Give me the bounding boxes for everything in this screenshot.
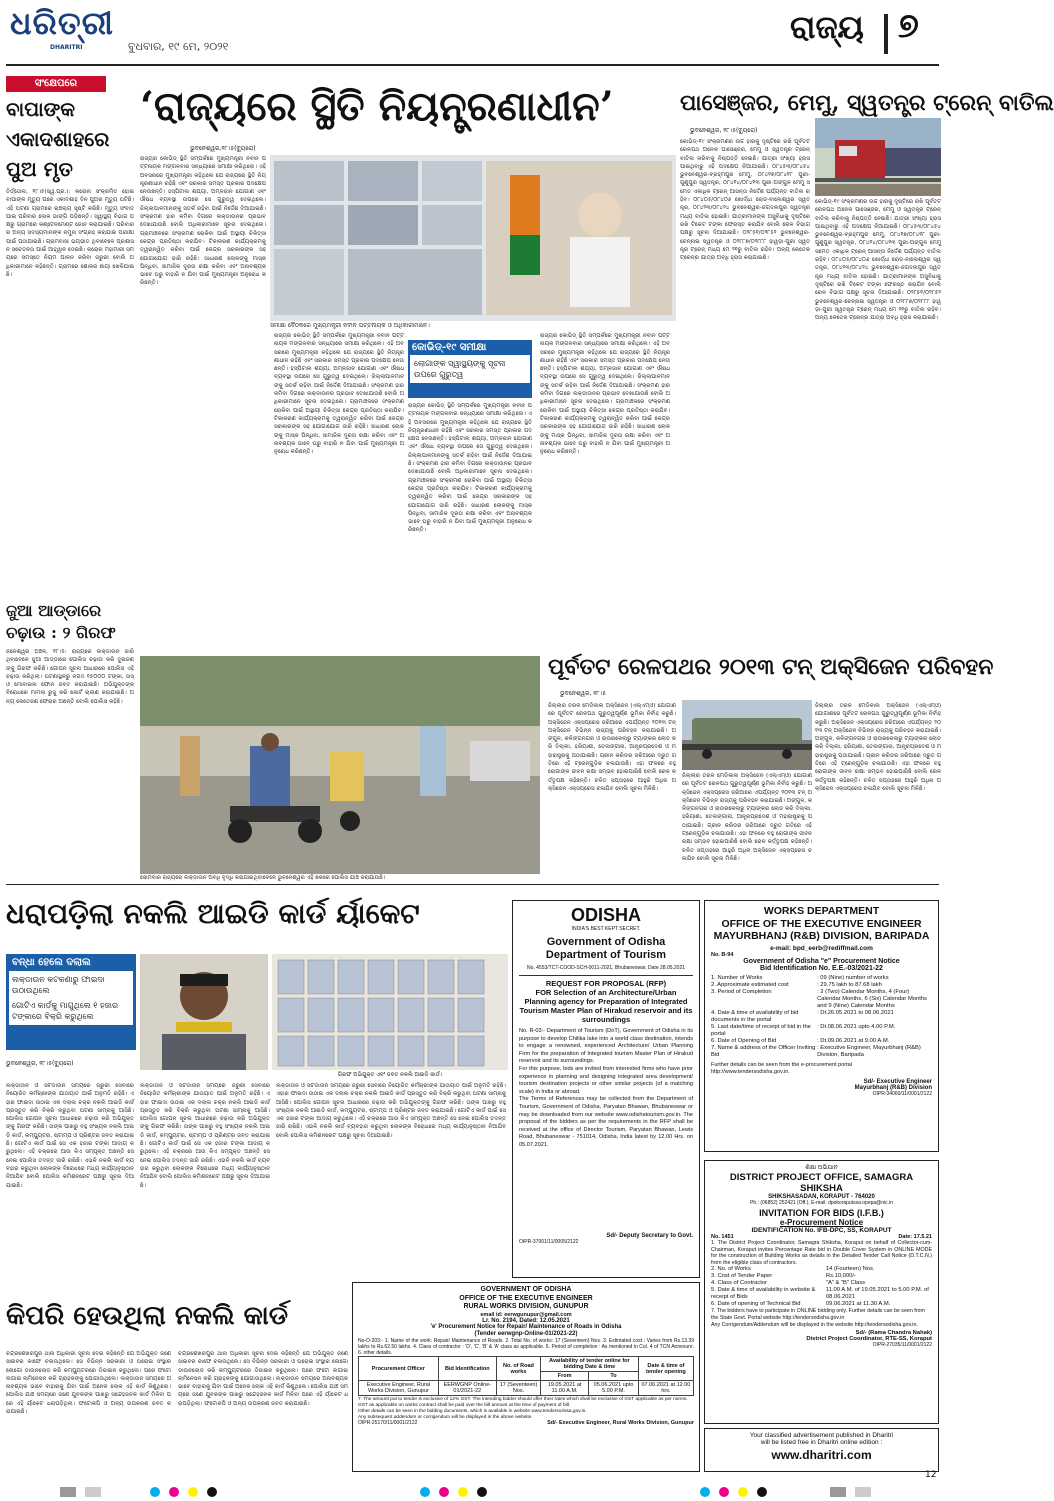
rural-foot	[358, 1420, 694, 1426]
lockdown-caption: ସୋମବାର ରାଜ୍ୟରେ ଲକ୍‌ଡାଉନ ଅବଧି ବୃଦ୍ଧି କରାଯାଇଥିବାବେଳେ ଭୁବନେଶ୍ୱର ଏହି ଛକରେ ପୋଲିସ ଯାଞ୍ଚ କରାଯାଉଛି।	[140, 875, 386, 881]
list-item	[711, 1024, 932, 1038]
row-label: 6. Date of opening of Technical Bid	[711, 1301, 801, 1308]
racket-point: ଲକ୍‌ଡାଉନ କଟକଣାରୁ ଫାଇଦା ଉଠାଉଥିଲେ	[12, 975, 105, 995]
racket-accused-photo	[140, 954, 268, 1070]
racket-photo-caption: ଗିରଫ ଅଭିଯୁକ୍ତ ଏବଂ ଜବତ ନକଲି ଆଇଡି କାର୍ଡ।	[337, 1072, 443, 1078]
racket-body-col2: ଲକ୍‌ଡାଉନ ଓ ସଟଡାଉନ ସମୟରେ ଜରୁରୀ ସେବାରେ ନିୟୋଜିତ କର୍ମଚାରୀଙ୍କ ଯାତାୟାତ ପାଇଁ ଅନୁମତି ରହିଛି। ଏହାର ଫାଇଦା ଉଠାଇ ଏକ ଦଲାଲ ଚକ୍ର ନକଲି ଆଇଡି କାର୍ଡ ପ୍ରସ୍ତୁତ କରି ବିକ୍ରି କରୁଥିବା ଘଟଣା ସାମ୍ନାକୁ ଆସିଛି। ପୋଲିସ ଗୋପନ ସୂଚନା ଆଧାରରେ ଚଢ଼ାଉ କରି ଅଭିଯୁକ୍ତଙ୍କୁ ଗିରଫ କରିଛି। ତାଙ୍କ ପାଖରୁ ବହୁ ସଂଖ୍ୟକ ନକଲି ଆଇଡି କାର୍ଡ, କମ୍ପ୍ୟୁଟର, ଷ୍ଟାମ୍ପ ଓ ପ୍ରିଣ୍ଟର ଜବତ କରାଯାଇଛି। ଗୋଟିଏ କାର୍ଡ ପାଇଁ ସେ ଏକ ହଜାର ଟଙ୍କା ଆଦାୟ କରୁଥିଲେ। ଏହି ଚକ୍ରରେ ଆଉ କିଏ ସମ୍ପୃକ୍ତ ଅଛନ୍ତି ସେ ନେଇ ପୋଲିସ ତଦନ୍ତ ଜାରି ରଖିଛି। ଏଭଳି ନକଲି କାର୍ଡ ବ୍ୟବହାର କରୁଥିବା ଲୋକଙ୍କ ବିରୋଧରେ ମଧ୍ୟ କାର୍ଯ୍ୟାନୁଷ୍ଠାନ ନିଆଯିବ ବୋଲି ପୋଲିସ କମିଶନରେଟ ପକ୍ଷରୁ ସୂଚନା ଦିଆଯାଇଛି।	[140, 1083, 270, 1189]
racket-body-col1: ଲକ୍‌ଡାଉନ ଓ ସଟଡାଉନ ସମୟରେ ଜରୁରୀ ସେବାରେ ନିୟୋଜିତ କର୍ମଚାରୀଙ୍କ ଯାତାୟାତ ପାଇଁ ଅନୁମତି ରହିଛି। ଏହାର ଫାଇଦା ଉଠାଇ ଏକ ଦଲାଲ ଚକ୍ର ନକଲି ଆଇଡି କାର୍ଡ ପ୍ରସ୍ତୁତ କରି ବିକ୍ରି କରୁଥିବା ଘଟଣା ସାମ୍ନାକୁ ଆସିଛି। ପୋଲିସ ଗୋପନ ସୂଚନା ଆଧାରରେ ଚଢ଼ାଉ କରି ଅଭିଯୁକ୍ତଙ୍କୁ ଗିରଫ କରିଛି। ତାଙ୍କ ପାଖରୁ ବହୁ ସଂଖ୍ୟକ ନକଲି ଆଇଡି କାର୍ଡ, କମ୍ପ୍ୟୁଟର, ଷ୍ଟାମ୍ପ ଓ ପ୍ରିଣ୍ଟର ଜବତ କରାଯାଇଛି। ଗୋଟିଏ କାର୍ଡ ପାଇଁ ସେ ଏକ ହଜାର ଟଙ୍କା ଆଦାୟ କରୁଥିଲେ। ଏହି ଚକ୍ରରେ ଆଉ କିଏ ସମ୍ପୃକ୍ତ ଅଛନ୍ତି ସେ ନେଇ ପୋଲିସ ତଦନ୍ତ ଜାରି ରଖିଛି। ଏଭଳି ନକଲି କାର୍ଡ ବ୍ୟବହାର କରୁଥିବା ଲୋକଙ୍କ ବିରୋଧରେ ମଧ୍ୟ କାର୍ଯ୍ୟାନୁଷ୍ଠାନ ନିଆଯିବ ବୋଲି ପୋଲିସ କମିଶନରେଟ ପକ୍ଷରୁ ସୂଚନା ଦିଆଯାଇଛି।	[6, 1083, 134, 1189]
shiksha-rows	[711, 1266, 932, 1308]
list-item	[711, 1301, 932, 1308]
row-label: 3. Period of Completion	[711, 988, 772, 995]
row-value: : 29.75 lakh to 87.68 lakh	[817, 981, 882, 988]
magenta-dot	[439, 1487, 449, 1497]
yellow-dot	[188, 1487, 198, 1497]
video-conference-photo	[270, 155, 676, 321]
shiksha-eproc: e-Procurement Notice	[779, 1218, 864, 1227]
row-value: : Dt.09.06.2021 at 9.00 A.M.	[817, 1037, 890, 1044]
fake-card-body-col2: ଚନ୍ଦ୍ରଶେଖରପୁର ଥାନା ଅଧିକାରୀ ସୂଚନା ଦେଇ କହିଛନ୍ତି ଯେ ଅଭିଯୁକ୍ତ ଜଣେ ସାଇବର କାଫେ ଚଳାଉଥିଲେ। ସେ ବିଭିନ୍ନ ସରକାରୀ ଓ ଘରୋଇ ସଂସ୍ଥାର ଲୋଗୋ ଡାଉନଲୋଡ କରି କମ୍ପ୍ୟୁଟରରେ ଡିଜାଇନ କରୁଥିଲେ। ପରେ ଫଟୋ ଲଗାଇ ଲାମିନେସନ କରି ଗ୍ରାହକଙ୍କୁ ଯୋଗାଉଥିଲେ। ଲକ୍‌ଡାଉନ ସମୟରେ ଅନାବଶ୍ୟକ ଭାବେ ବାହାରକୁ ଯିବା ପାଇଁ ଅନେକ ଲୋକ ଏହି କାର୍ଡ କିଣୁଥିଲେ। ପୋଲିସ ଯାଞ୍ଚ ସମୟରେ ଜଣେ ଯୁବକଙ୍କ ପାଖରୁ ସନ୍ଦେହଜନକ କାର୍ଡ ମିଳିବା ପରେ ଏହି ର୍ୟାକେଟ ଧରାପଡ଼ିଥିଲା। ଫଟୋକପି ଓ ଅନ୍ୟ ଉପକରଣ ଜବତ କରାଯାଇଛି।	[178, 1351, 348, 1407]
masthead	[0, 0, 945, 70]
rural-table-head	[359, 1357, 694, 1372]
works-rows	[711, 975, 932, 1059]
train-photo	[815, 118, 941, 196]
footer-swatches-left	[60, 1482, 105, 1501]
oxygen-body-col3: ଜିଲ୍ଲାର ତରଳ ମେଡିକାଲ ଅକ୍ସିଜେନ (ଏଲ୍‌ଏମ୍‌ଓ) ଯୋଗାଣରେ ପୂର୍ବତଟ ରେଳପଥ ଗୁରୁତ୍ୱପୂର୍ଣ୍ଣ ଭୂମିକା ନିର୍ବାହ କରୁଛି। ଅକ୍ସିଜେନ ଏକ୍ସପ୍ରେସ ଜରିଆରେ ଏପର୍ଯ୍ୟନ୍ତ ୨୦୧୩ ଟନ୍ ଅକ୍ସିଜେନ ବିଭିନ୍ନ ରାଜ୍ୟକୁ ପରିବହନ କରାଯାଇଛି। ଅଙ୍ଗୁଳ, କଳିଙ୍ଗନଗର ଓ ରାଉରକେଲାରୁ ଟ୍ୟାଙ୍କର ଲୋଡ କରି ଦିଲ୍ଲୀ, ହରିୟାଣା, ତେଲଙ୍ଗାନା, ଆନ୍ଧ୍ରପ୍ରଦେଶ ଓ ମହାରାଷ୍ଟ୍ରକୁ ପଠାଯାଇଛି। ଗ୍ରୀନ କରିଡର ଜରିଆରେ ଦ୍ରୁତ ଗତିରେ ଏହି ଟ୍ରେନ୍‌ଗୁଡ଼ିକ ଚଳାଯାଉଛି। ଏହା ଫଳରେ ବହୁ ରୋଗୀଙ୍କ ଜୀବନ ରକ୍ଷା ସମ୍ଭବ ହୋଇପାରିଛି ବୋଲି ରେଳ କର୍ତ୍ତୃପକ୍ଷ କହିଛନ୍ତି। ଚଳିତ ସପ୍ତାହରେ ଆହୁରି ଅଧିକ ଅକ୍ସିଜେନ ଏକ୍ସପ୍ରେସ ଚଳାଯିବ ବୋଲି ସୂଚନା ମିଳିଛି।	[815, 703, 941, 792]
tourism-sign: Sd/- Deputy Secretary to Govt.	[606, 1233, 693, 1239]
review-tag: କୋଭିଡ୍-୧୯ ସମୀକ୍ଷା	[412, 342, 487, 353]
oxygen-dateline: ଭୁବନେଶ୍ୱର, ୧୮।୫	[560, 690, 607, 697]
works-email: e-mail: bpd_eerb@rediffmail.com	[770, 944, 873, 952]
ad-classified	[704, 1428, 939, 1472]
fake-card-headline: କିପରି ହେଉଥିଲା ନକଲି କାର୍ଡ	[6, 1301, 289, 1331]
works-no: No. B-94	[711, 951, 734, 958]
rural-td: 17 (Seventeen) Nos.	[496, 1381, 540, 1396]
works-sign: Sd/- Executive Engineer Mayurbhanj (R&B) Division	[854, 1078, 932, 1091]
masthead-logo: ଧରିତ୍ରୀ	[10, 4, 114, 42]
row-value: 11.00 A.M. of 19.05.2021 to 5.00 P.M. of 08.06.2021	[825, 1287, 929, 1301]
oxygen-body-col1: ଜିଲ୍ଲାର ତରଳ ମେଡିକାଲ ଅକ୍ସିଜେନ (ଏଲ୍‌ଏମ୍‌ଓ) ଯୋଗାଣରେ ପୂର୍ବତଟ ରେଳପଥ ଗୁରୁତ୍ୱପୂର୍ଣ୍ଣ ଭୂମିକା ନିର୍ବାହ କରୁଛି। ଅକ୍ସିଜେନ ଏକ୍ସପ୍ରେସ ଜରିଆରେ ଏପର୍ଯ୍ୟନ୍ତ ୨୦୧୩ ଟନ୍ ଅକ୍ସିଜେନ ବିଭିନ୍ନ ରାଜ୍ୟକୁ ପରିବହନ କରାଯାଇଛି। ଅଙ୍ଗୁଳ, କଳିଙ୍ଗନଗର ଓ ରାଉରକେଲାରୁ ଟ୍ୟାଙ୍କର ଲୋଡ କରି ଦିଲ୍ଲୀ, ହରିୟାଣା, ତେଲଙ୍ଗାନା, ଆନ୍ଧ୍ରପ୍ରଦେଶ ଓ ମହାରାଷ୍ଟ୍ରକୁ ପଠାଯାଇଛି। ଗ୍ରୀନ କରିଡର ଜରିଆରେ ଦ୍ରୁତ ଗତିରେ ଏହି ଟ୍ରେନ୍‌ଗୁଡ଼ିକ ଚଳାଯାଉଛି। ଏହା ଫଳରେ ବହୁ ରୋଗୀଙ୍କ ଜୀବନ ରକ୍ଷା ସମ୍ଭବ ହୋଇପାରିଛି ବୋଲି ରେଳ କର୍ତ୍ତୃପକ୍ଷ କହିଛନ୍ତି। ଚଳିତ ସପ୍ତାହରେ ଆହୁରି ଅଧିକ ଅକ୍ସିଜେନ ଏକ୍ସପ୍ରେସ ଚଳାଯିବ ବୋଲି ସୂଚନା ମିଳିଛି।	[548, 703, 676, 792]
main-body-col4: ରାଜ୍ୟର କୋଭିଡ୍ ସ୍ଥିତି ସମ୍ପର୍କରେ ମୁଖ୍ୟମନ୍ତ୍ରୀ ନବୀନ ପଟ୍ଟନାୟକ ମଙ୍ଗଳବାର ସନ୍ଧ୍ୟାରେ ସମୀକ୍ଷା କରିଥିଲେ। ଏହି ଅବସରରେ ମୁଖ୍ୟମନ୍ତ୍ରୀ କହିଥିଲେ ଯେ ରାଜ୍ୟରେ ସ୍ଥିତି ନିୟନ୍ତ୍ରଣାଧୀନ ରହିଛି ଏବଂ ସରକାର ସମସ୍ତ ପ୍ରକାର ପଦକ୍ଷେପ ନେଉଛନ୍ତି। ହସ୍ପିଟାଲ ଶଯ୍ୟା, ଅମ୍ଳଜାନ ଯୋଗାଣ ଏବଂ ଔଷଧ ବ୍ୟବସ୍ଥା ଉପରେ ସେ ଗୁରୁତ୍ୱ ଦେଇଥିଲେ। ଜିଲ୍ଲାପାଳମାନଙ୍କୁ ସତର୍କ ରହିବା ପାଇଁ ନିର୍ଦ୍ଦେଶ ଦିଆଯାଇଛି। ସଂକ୍ରମଣ ହାର କମିବା ଦିଗରେ ଲକ୍‌ଡାଉନର ପ୍ରଭାବ ଦେଖାଯାଉଛି ବୋଲି ଅଧିକାରୀମାନେ ସୂଚନା ଦେଇଥିଲେ। ଗ୍ରାମାଞ୍ଚଳରେ ସଂକ୍ରମଣ ରୋକିବା ପାଇଁ ଅସ୍ଥାୟୀ ଚିକିତ୍ସା କେନ୍ଦ୍ର ପ୍ରତିଷ୍ଠା କରାଯିବ। ଟିକାକରଣ କାର୍ଯ୍ୟକ୍ରମକୁ ତ୍ୱରାନ୍ୱିତ କରିବା ପାଇଁ କେନ୍ଦ୍ର ସରକାରଙ୍କ ସହ ଯୋଗାଯୋଗ ଜାରି ରହିଛି। ସାଧାରଣ ଲୋକଙ୍କୁ ମାସ୍କ ପିନ୍ଧିବା, ସାମାଜିକ ଦୂରତା ରକ୍ଷା କରିବା ଏବଂ ଅନାବଶ୍ୟକ ଭାବେ ଘରୁ ବାହାରି ନ ଯିବା ପାଇଁ ମୁଖ୍ୟମନ୍ତ୍ରୀ ଅନୁରୋଧ କରିଛନ୍ତି।	[540, 333, 670, 456]
tourism-title: REQUEST FOR PROPOSAL (RFP) FOR Selection of an Architecture/Urban Planning agency for Preparation of Integrated Tourism Master Plan of Hirakud reservoir and its surroundings	[519, 975, 693, 1024]
main-body-col2: ରାଜ୍ୟର କୋଭିଡ୍ ସ୍ଥିତି ସମ୍ପର୍କରେ ମୁଖ୍ୟମନ୍ତ୍ରୀ ନବୀନ ପଟ୍ଟନାୟକ ମଙ୍ଗଳବାର ସନ୍ଧ୍ୟାରେ ସମୀକ୍ଷା କରିଥିଲେ। ଏହି ଅବସରରେ ମୁଖ୍ୟମନ୍ତ୍ରୀ କହିଥିଲେ ଯେ ରାଜ୍ୟରେ ସ୍ଥିତି ନିୟନ୍ତ୍ରଣାଧୀନ ରହିଛି ଏବଂ ସରକାର ସମସ୍ତ ପ୍ରକାର ପଦକ୍ଷେପ ନେଉଛନ୍ତି। ହସ୍ପିଟାଲ ଶଯ୍ୟା, ଅମ୍ଳଜାନ ଯୋଗାଣ ଏବଂ ଔଷଧ ବ୍ୟବସ୍ଥା ଉପରେ ସେ ଗୁରୁତ୍ୱ ଦେଇଥିଲେ। ଜିଲ୍ଲାପାଳମାନଙ୍କୁ ସତର୍କ ରହିବା ପାଇଁ ନିର୍ଦ୍ଦେଶ ଦିଆଯାଇଛି। ସଂକ୍ରମଣ ହାର କମିବା ଦିଗରେ ଲକ୍‌ଡାଉନର ପ୍ରଭାବ ଦେଖାଯାଉଛି ବୋଲି ଅଧିକାରୀମାନେ ସୂଚନା ଦେଇଥିଲେ। ଗ୍ରାମାଞ୍ଚଳରେ ସଂକ୍ରମଣ ରୋକିବା ପାଇଁ ଅସ୍ଥାୟୀ ଚିକିତ୍ସା କେନ୍ଦ୍ର ପ୍ରତିଷ୍ଠା କରାଯିବ। ଟିକାକରଣ କାର୍ଯ୍ୟକ୍ରମକୁ ତ୍ୱରାନ୍ୱିତ କରିବା ପାଇଁ କେନ୍ଦ୍ର ସରକାରଙ୍କ ସହ ଯୋଗାଯୋଗ ଜାରି ରହିଛି। ସାଧାରଣ ଲୋକଙ୍କୁ ମାସ୍କ ପିନ୍ଧିବା, ସାମାଜିକ ଦୂରତା ରକ୍ଷା କରିବା ଏବଂ ଅନାବଶ୍ୟକ ଭାବେ ଘରୁ ବାହାରି ନ ଯିବା ପାଇଁ ମୁଖ୍ୟମନ୍ତ୍ରୀ ଅନୁରୋଧ କରିଛନ୍ତି।	[274, 333, 404, 456]
shiksha-intro: 1. The District Project Coordinator, Samagra Shiksha, Koraput on behalf of Collector-cum-Chairman, Koraput invites Percentage Rate bid in Double Cover System in ONLINE MODE for the construction of Building Works as details in the Detailed Tender Call Notice (D.T.C.N.) from the eligible class of contractors.	[711, 1240, 932, 1266]
row-label: 1. Number of Works	[711, 974, 763, 981]
ad-tourism	[512, 900, 700, 1278]
works-footer: Further details can be seen from the e-procurement portal http://www.tendersodisha.gov.in.	[711, 1061, 852, 1075]
row-label: 5. Last date/time of receipt of bid in the portal	[711, 1023, 811, 1037]
shiksha-invite: INVITATION FOR BIDS (I.F.B.)	[759, 1208, 884, 1218]
classified-url[interactable]: www.dharitri.com	[771, 1448, 872, 1462]
footer-dots-1	[150, 1482, 221, 1501]
shiksha-no: No. 1451	[711, 1234, 734, 1240]
row-value: "A" & "B" Class	[825, 1280, 866, 1287]
masthead-rule	[6, 64, 939, 66]
gray-swatch	[830, 1487, 846, 1497]
shiksha-date: Date: 17.5.21	[898, 1234, 932, 1240]
rural-lr: Lr. No. 2194, Dated: 12.05.2021	[482, 1317, 570, 1324]
yellow-dot	[738, 1487, 748, 1497]
works-title: WORKS DEPARTMENT OFFICE OF THE EXECUTIVE ENGINEER MAYURBHANJ (R&B) DIVISION, BARIPADA	[713, 905, 930, 942]
rural-td: 05.06.2021 upto 5.00 P.M.	[589, 1381, 639, 1396]
section-divider	[6, 884, 939, 885]
rural-th: From	[541, 1372, 589, 1381]
tourism-logo-sub: INDIA'S BEST KEPT SECRET.	[571, 926, 641, 932]
train-body-col2: କୋଭିଡ୍-୧୯ ସଂକ୍ରମଣର ଉଚ୍ଚ ହାରକୁ ଦୃଷ୍ଟିରେ ରଖି ପୂର୍ବତଟ ରେଳପଥ ଅନେକ ପାସେଞ୍ଜର, ମେମୁ ଓ ସ୍ୱତନ୍ତ୍ର ଟ୍ରେନ୍ ବାତିଲ କରିବାକୁ ନିଷ୍ପତ୍ତି ନେଇଛି। ଯାତ୍ରୀ ସଂଖ୍ୟା ହ୍ରାସ ପାଇଥିବାରୁ ଏହି ପଦକ୍ଷେପ ନିଆଯାଇଛି। ୦୮୪୫୩/୦୮୪୫୪ ଭୁବନେଶ୍ୱର-ବ୍ରହ୍ମପୁର ମେମୁ, ୦୮୪୧୭/୦୮୪୧୮ ପୁରୀ-ଗୁଣୁପୁର ସ୍ୱତନ୍ତ୍ର, ୦୮୪୧୪/୦୮୪୧୩ ପୁରୀ-ଅଙ୍ଗୁଳ ମେମୁ ସମେତ ଏକାଧିକ ଟ୍ରେନ୍ ଆସନ୍ତା ନିର୍ଦ୍ଦେଶ ପର୍ଯ୍ୟନ୍ତ ବାତିଲ ରହିବ। ୦୮୪୦୫/୦୮୪୦୬ ଖୋର୍ଦ୍ଧା ରୋଡ-ବାଲେଶ୍ୱର ସ୍ୱତନ୍ତ୍ର, ୦୮୪୨୩/୦୮୪୨୪ ଭୁବନେଶ୍ୱର-ଜଗଦଲପୁର ସ୍ୱତନ୍ତ୍ର ମଧ୍ୟ ବାତିଲ ହୋଇଛି। ଯାତ୍ରୀମାନଙ୍କ ଅସୁବିଧାକୁ ଦୃଷ୍ଟିରେ ରଖି ଟିକେଟ ଟଙ୍କା ଫେରସ୍ତ କରାଯିବ ବୋଲି ରେଳ ବିଭାଗ ପକ୍ଷରୁ ସୂଚନା ଦିଆଯାଇଛି। ୦୨୮୫୧/୦୨୮୫୨ ଭୁବନେଶ୍ୱର-ଚେନ୍ନାଇ ସ୍ୱତନ୍ତ୍ର ଓ ୦୨୮୮୭/୦୨୮୮୮ ହାୱଡ଼ା-ପୁରୀ ସ୍ୱତନ୍ତ୍ର ଟ୍ରେନ୍ ମଧ୍ୟ ମେ ୨୧ରୁ ବାତିଲ ରହିବ। ଅନ୍ୟ କେତେକ ଟ୍ରେନ୍‌ର ଯାତ୍ରା ଅବଧି ହ୍ରାସ କରାଯାଇଛି।	[815, 199, 941, 322]
list-item	[711, 989, 932, 1010]
row-label: 4. Date & time of availability of bid documents in the portal	[711, 1009, 799, 1023]
section-title: ରାଜ୍ୟ	[790, 8, 864, 46]
list-item	[711, 1287, 932, 1301]
racket-tag: ବନ୍ଧା ହେଲେ ଦଲାଲ	[12, 957, 91, 968]
racket-tag-box	[6, 954, 136, 1050]
main-photo-caption: ସମୀକ୍ଷା ବୈଠକରେ ମୁଖ୍ୟମନ୍ତ୍ରୀ ନବୀନ ପଟ୍ଟନାୟକ ଓ ଅଧିକାରୀମାନେ।	[270, 322, 430, 329]
racket-dateline: ଭୁବନେଶ୍ୱର, ୧୮।୫(ବ୍ୟୁରୋ)	[6, 1060, 74, 1067]
brief-tag	[6, 76, 106, 92]
fake-card-body-col1: ଚନ୍ଦ୍ରଶେଖରପୁର ଥାନା ଅଧିକାରୀ ସୂଚନା ଦେଇ କହିଛନ୍ତି ଯେ ଅଭିଯୁକ୍ତ ଜଣେ ସାଇବର କାଫେ ଚଳାଉଥିଲେ। ସେ ବିଭିନ୍ନ ସରକାରୀ ଓ ଘରୋଇ ସଂସ୍ଥାର ଲୋଗୋ ଡାଉନଲୋଡ କରି କମ୍ପ୍ୟୁଟରରେ ଡିଜାଇନ କରୁଥିଲେ। ପରେ ଫଟୋ ଲଗାଇ ଲାମିନେସନ କରି ଗ୍ରାହକଙ୍କୁ ଯୋଗାଉଥିଲେ। ଲକ୍‌ଡାଉନ ସମୟରେ ଅନାବଶ୍ୟକ ଭାବେ ବାହାରକୁ ଯିବା ପାଇଁ ଅନେକ ଲୋକ ଏହି କାର୍ଡ କିଣୁଥିଲେ। ପୋଲିସ ଯାଞ୍ଚ ସମୟରେ ଜଣେ ଯୁବକଙ୍କ ପାଖରୁ ସନ୍ଦେହଜନକ କାର୍ଡ ମିଳିବା ପରେ ଏହି ର୍ୟାକେଟ ଧରାପଡ଼ିଥିଲା। ଫଟୋକପି ଓ ଅନ୍ୟ ଉପକରଣ ଜବତ କରାଯାଇଛି।	[6, 1351, 171, 1416]
rural-head: GOVERNMENT OF ODISHA OFFICE OF THE EXECUTIVE ENGINEER RURAL WORKS DIVISION, GUNUPUR	[459, 1286, 593, 1310]
main-dateline: ଭୁବନେଶ୍ୱର,୧୮।୫(ବ୍ୟୁରୋ)	[190, 145, 256, 152]
gray-swatch	[60, 1487, 76, 1497]
row-value: Rs.10,000/-	[825, 1273, 856, 1280]
train-body-col1: କୋଭିଡ୍-୧୯ ସଂକ୍ରମଣର ଉଚ୍ଚ ହାରକୁ ଦୃଷ୍ଟିରେ ରଖି ପୂର୍ବତଟ ରେଳପଥ ଅନେକ ପାସେଞ୍ଜର, ମେମୁ ଓ ସ୍ୱତନ୍ତ୍ର ଟ୍ରେନ୍ ବାତିଲ କରିବାକୁ ନିଷ୍ପତ୍ତି ନେଇଛି। ଯାତ୍ରୀ ସଂଖ୍ୟା ହ୍ରାସ ପାଇଥିବାରୁ ଏହି ପଦକ୍ଷେପ ନିଆଯାଇଛି। ୦୮୪୫୩/୦୮୪୫୪ ଭୁବନେଶ୍ୱର-ବ୍ରହ୍ମପୁର ମେମୁ, ୦୮୪୧୭/୦୮୪୧୮ ପୁରୀ-ଗୁଣୁପୁର ସ୍ୱତନ୍ତ୍ର, ୦୮୪୧୪/୦୮୪୧୩ ପୁରୀ-ଅଙ୍ଗୁଳ ମେମୁ ସମେତ ଏକାଧିକ ଟ୍ରେନ୍ ଆସନ୍ତା ନିର୍ଦ୍ଦେଶ ପର୍ଯ୍ୟନ୍ତ ବାତିଲ ରହିବ। ୦୮୪୦୫/୦୮୪୦୬ ଖୋର୍ଦ୍ଧା ରୋଡ-ବାଲେଶ୍ୱର ସ୍ୱତନ୍ତ୍ର, ୦୮୪୨୩/୦୮୪୨୪ ଭୁବନେଶ୍ୱର-ଜଗଦଲପୁର ସ୍ୱତନ୍ତ୍ର ମଧ୍ୟ ବାତିଲ ହୋଇଛି। ଯାତ୍ରୀମାନଙ୍କ ଅସୁବିଧାକୁ ଦୃଷ୍ଟିରେ ରଖି ଟିକେଟ ଟଙ୍କା ଫେରସ୍ତ କରାଯିବ ବୋଲି ରେଳ ବିଭାଗ ପକ୍ଷରୁ ସୂଚନା ଦିଆଯାଇଛି। ୦୨୮୫୧/୦୨୮୫୨ ଭୁବନେଶ୍ୱର-ଚେନ୍ନାଇ ସ୍ୱତନ୍ତ୍ର ଓ ୦୨୮୮୭/୦୨୮୮୮ ହାୱଡ଼ା-ପୁରୀ ସ୍ୱତନ୍ତ୍ର ଟ୍ରେନ୍ ମଧ୍ୟ ମେ ୨୧ରୁ ବାତିଲ ରହିବ। ଅନ୍ୟ କେତେକ ଟ୍ରେନ୍‌ର ଯାତ୍ରା ଅବଧି ହ୍ରାସ କରାଯାଇଛି।	[680, 139, 810, 262]
footer-page-number: 12	[925, 1470, 937, 1480]
cyan-dot	[700, 1487, 710, 1497]
main-body-col1: ରାଜ୍ୟର କୋଭିଡ୍ ସ୍ଥିତି ସମ୍ପର୍କରେ ମୁଖ୍ୟମନ୍ତ୍ରୀ ନବୀନ ପଟ୍ଟନାୟକ ମଙ୍ଗଳବାର ସନ୍ଧ୍ୟାରେ ସମୀକ୍ଷା କରିଥିଲେ। ଏହି ଅବସରରେ ମୁଖ୍ୟମନ୍ତ୍ରୀ କହିଥିଲେ ଯେ ରାଜ୍ୟରେ ସ୍ଥିତି ନିୟନ୍ତ୍ରଣାଧୀନ ରହିଛି ଏବଂ ସରକାର ସମସ୍ତ ପ୍ରକାର ପଦକ୍ଷେପ ନେଉଛନ୍ତି। ହସ୍ପିଟାଲ ଶଯ୍ୟା, ଅମ୍ଳଜାନ ଯୋଗାଣ ଏବଂ ଔଷଧ ବ୍ୟବସ୍ଥା ଉପରେ ସେ ଗୁରୁତ୍ୱ ଦେଇଥିଲେ। ଜିଲ୍ଲାପାଳମାନଙ୍କୁ ସତର୍କ ରହିବା ପାଇଁ ନିର୍ଦ୍ଦେଶ ଦିଆଯାଇଛି। ସଂକ୍ରମଣ ହାର କମିବା ଦିଗରେ ଲକ୍‌ଡାଉନର ପ୍ରଭାବ ଦେଖାଯାଉଛି ବୋଲି ଅଧିକାରୀମାନେ ସୂଚନା ଦେଇଥିଲେ। ଗ୍ରାମାଞ୍ଚଳରେ ସଂକ୍ରମଣ ରୋକିବା ପାଇଁ ଅସ୍ଥାୟୀ ଚିକିତ୍ସା କେନ୍ଦ୍ର ପ୍ରତିଷ୍ଠା କରାଯିବ। ଟିକାକରଣ କାର୍ଯ୍ୟକ୍ରମକୁ ତ୍ୱରାନ୍ୱିତ କରିବା ପାଇଁ କେନ୍ଦ୍ର ସରକାରଙ୍କ ସହ ଯୋଗାଯୋଗ ଜାରି ରହିଛି। ସାଧାରଣ ଲୋକଙ୍କୁ ମାସ୍କ ପିନ୍ଧିବା, ସାମାଜିକ ଦୂରତା ରକ୍ଷା କରିବା ଏବଂ ଅନାବଶ୍ୟକ ଭାବେ ଘରୁ ବାହାରି ନ ଯିବା ପାଇଁ ମୁଖ୍ୟମନ୍ତ୍ରୀ ଅନୁରୋଧ କରିଛନ୍ତି।	[140, 156, 266, 287]
black-dot	[207, 1487, 217, 1497]
tourism-code: OIPR-37001/11/0005/2122	[519, 1239, 579, 1245]
list-item	[711, 982, 932, 989]
cyan-dot	[150, 1487, 160, 1497]
rural-th: No. of Road works	[496, 1357, 540, 1381]
oxygen-tanker-image	[682, 700, 812, 770]
lockdown-photo	[140, 656, 540, 874]
rural-th: Availability of tender online for bidding Date & time	[541, 1357, 639, 1372]
shiksha-title: DISTRICT PROJECT OFFICE, SAMAGRA SHIKSHA	[729, 1172, 914, 1194]
footer-registration-bar	[0, 1470, 945, 1494]
brief-body: ତିର୍ତ୍ତୋଲ, ୧୮।୫(ସ୍ୱ.ପ୍ର.): କରୋନା ସଂକ୍ରମିତ ହୋଇ ବାପାଙ୍କ ମୃତ୍ୟୁ ପରେ ଏକାଦଶାହ ଦିନ ପୁଅର ମୃତ୍ୟୁ ଘଟିଛି। ଏହି ଘଟଣା ଗ୍ରାମରେ ଚାଞ୍ଚଲ୍ୟ ସୃଷ୍ଟି କରିଛି। ମୃତ୍ୟୁ ସଂବାଦ ପାଇ ପରିବାର ଲୋକ ଭାଙ୍ଗି ପଡ଼ିଛନ୍ତି। ସ୍ୱାସ୍ଥ୍ୟ ବିଭାଗ ପକ୍ଷରୁ ଗ୍ରାମରେ କଣ୍ଟେନମେଣ୍ଟ ଜୋନ କରାଯାଇଛି। ପରିବାରର ଅନ୍ୟ ସଦସ୍ୟମାନଙ୍କ ନମୁନା ସଂଗ୍ରହ କରାଯାଇ ପରୀକ୍ଷା ପାଇଁ ପଠାଯାଇଛି। ଗ୍ରାମବାସୀ ଭୟଭୀତ ଥିବାବେଳେ ପ୍ରଶାସନ ସଚେତନତା ପାଇଁ ଆହ୍ୱାନ ଦେଇଛି। କରୋନା ମହାମାରୀ ସମୟରେ ସମସ୍ତେ ନିୟମ ପାଳନ କରିବା ଜରୁରୀ ବୋଲି ଅଧିକାରୀମାନେ କହିଛନ୍ତି। ଗ୍ରାମରେ ଶୋକର ଛାୟା ଖେଳିଯାଇଛି।	[6, 189, 134, 278]
rural-td: EERWGNP Online- 01/2021-22	[438, 1381, 496, 1396]
train-image	[815, 118, 941, 196]
gamble-body: ଜଳେଶ୍ୱର ଅଞ୍ଚଳ, ୧୮।୫: ରାଜ୍ୟରେ ଲକ୍‌ଡାଉନ ଜାରି ଥିବାବେଳେ ଜୁଆ ଆଡ୍ଡାରେ ପୋଲିସ ଚଢ଼ାଉ କରି ଦୁଇଜଣଙ୍କୁ ଗିରଫ କରିଛି। ଗୋପନ ସୂଚନା ଆଧାରରେ ପୋଲିସ ଏହି ଚଢ଼ାଉ କରିଥିଲା। ଘଟଣାସ୍ଥଳରୁ ନଗଦ ୧୫୦୦୦ ଟଙ୍କା, ତାସ୍ ଓ ମୋବାଇଲ ଫୋନ ଜବତ କରାଯାଇଛି। ଅଭିଯୁକ୍ତଙ୍କ ବିରୋଧରେ ମାମଲା ରୁଜୁ କରି କୋର୍ଟ ଚାଲାଣ କରାଯାଇଛି। ଅନ୍ୟ କେତେଜଣ ଫେରାର ଅଛନ୍ତି ବୋଲି ପୋଲିସ କହିଛି।	[6, 649, 134, 705]
rural-sign: Sd/- Executive Engineer, Rural Works Division, Gunupur	[547, 1420, 694, 1427]
rural-th: Bid Identification	[438, 1357, 496, 1381]
shiksha-ident: IDENTIFICATION No. IFB-DPC, SS, KORAPUT	[751, 1227, 892, 1234]
rural-td: 07.06.2021 at 12.00 hrs.	[638, 1381, 693, 1396]
tourism-body: No. R-03:- Department of Tourism (DoT), Government of Odisha in its purpose to develop Chilika lake into a world class destination, intends to engage a renowned, experienced Architecture/ Urban Planning Firm for the preparation of Integrated tourism Master Plan of Hirakud reservoir and its surroundings. For this purpose, bids are invited from interested firms who have prior experience in planning and designing integrated area development/ tourism destination projects or other similar projects (of a matching scale) in India or abroad. The Terms of References may be collected from the Department of Tourism, Government of Odisha, Paryatan Bhawan, Bhubaneswar or may be downloaded from our website www.odishatourism.gov.in. The proposal of the bidders as per the requirements in the RFP shall be received at the office of Director Tourism, Paryatan Bhawan, Lewis Road, Bhubaneswar - 751014, Odisha, India latest by 12.00 Hrs. on 05.07.2021.	[519, 1028, 693, 1148]
shiksha-sign: Sd/- (Rama Chandra Nahak) District Project Coordinator, RTE-SS, Koraput	[806, 1330, 932, 1343]
shiksha-code: OIPR-27035/11/0001/2122	[872, 1342, 932, 1349]
table-row	[359, 1381, 694, 1396]
black-dot	[757, 1487, 767, 1497]
rural-email: email id: eerwgunupur@gmail.com	[480, 1311, 572, 1318]
row-value: : 2 (Two) Calendar Months, 4 (Four) Calendar Months, 6 (Six) Calendar Months and 9 (Nine) Calendar Months	[817, 988, 927, 1009]
row-label: 4. Class of Contractor	[711, 1280, 768, 1287]
brief-headline: ବାପାଙ୍କ ଏକାଦଶାହରେ ପୁଅ ମୃତ	[6, 97, 110, 181]
list-item	[711, 1045, 932, 1059]
main-photo	[270, 155, 676, 321]
train-headline: ପାସେଞ୍ଜର, ମେମୁ, ସ୍ୱତନ୍ତ୍ର ଟ୍ରେନ୍ ବାତିଲ	[680, 90, 1054, 116]
review-box	[408, 340, 532, 398]
review-sub: ଲୋଗାଙ୍କ ସ୍ୱାସ୍ଥ୍ୟଙ୍କୁ ସୂଚନା ଉପରେ ଗୁରୁତ୍ୱ	[410, 355, 530, 383]
row-value: : Dt.08.06.2021 upto 4.00 P.M.	[817, 1023, 896, 1030]
rural-th: To	[589, 1372, 639, 1381]
main-body-col3: ରାଜ୍ୟର କୋଭିଡ୍ ସ୍ଥିତି ସମ୍ପର୍କରେ ମୁଖ୍ୟମନ୍ତ୍ରୀ ନବୀନ ପଟ୍ଟନାୟକ ମଙ୍ଗଳବାର ସନ୍ଧ୍ୟାରେ ସମୀକ୍ଷା କରିଥିଲେ। ଏହି ଅବସରରେ ମୁଖ୍ୟମନ୍ତ୍ରୀ କହିଥିଲେ ଯେ ରାଜ୍ୟରେ ସ୍ଥିତି ନିୟନ୍ତ୍ରଣାଧୀନ ରହିଛି ଏବଂ ସରକାର ସମସ୍ତ ପ୍ରକାର ପଦକ୍ଷେପ ନେଉଛନ୍ତି। ହସ୍ପିଟାଲ ଶଯ୍ୟା, ଅମ୍ଳଜାନ ଯୋଗାଣ ଏବଂ ଔଷଧ ବ୍ୟବସ୍ଥା ଉପରେ ସେ ଗୁରୁତ୍ୱ ଦେଇଥିଲେ। ଜିଲ୍ଲାପାଳମାନଙ୍କୁ ସତର୍କ ରହିବା ପାଇଁ ନିର୍ଦ୍ଦେଶ ଦିଆଯାଇଛି। ସଂକ୍ରମଣ ହାର କମିବା ଦିଗରେ ଲକ୍‌ଡାଉନର ପ୍ରଭାବ ଦେଖାଯାଉଛି ବୋଲି ଅଧିକାରୀମାନେ ସୂଚନା ଦେଇଥିଲେ। ଗ୍ରାମାଞ୍ଚଳରେ ସଂକ୍ରମଣ ରୋକିବା ପାଇଁ ଅସ୍ଥାୟୀ ଚିକିତ୍ସା କେନ୍ଦ୍ର ପ୍ରତିଷ୍ଠା କରାଯିବ। ଟିକାକରଣ କାର୍ଯ୍ୟକ୍ରମକୁ ତ୍ୱରାନ୍ୱିତ କରିବା ପାଇଁ କେନ୍ଦ୍ର ସରକାରଙ୍କ ସହ ଯୋଗାଯୋଗ ଜାରି ରହିଛି। ସାଧାରଣ ଲୋକଙ୍କୁ ମାସ୍କ ପିନ୍ଧିବା, ସାମାଜିକ ଦୂରତା ରକ୍ଷା କରିବା ଏବଂ ଅନାବଶ୍ୟକ ଭାବେ ଘରୁ ବାହାରି ନ ଯିବା ପାଇଁ ମୁଖ୍ୟମନ୍ତ୍ରୀ ଅନୁରୋଧ କରିଛନ୍ତି।	[408, 403, 532, 534]
brief-tag-label: ସଂକ୍ଷେପରେ	[34, 78, 78, 89]
footer-dots-2	[420, 1482, 491, 1501]
row-label: 2. Approximate estimated cost	[711, 981, 789, 988]
gamble-headline: ଜୁଆ ଆଡ୍ଡାରେ ଚଢ଼ାଉ : ୨ ଗିରଫ	[6, 601, 116, 642]
rural-body: No-O-203:- 1. Name of the work: Repair/ Maintenance of Roads. 2. Total No. of works: 17 (Seventeen) Nos. 3. Estimated cost : Varies from Rs.13.39 lakhs to Rs.62.50 lakhs. 4. Class of contractor : 'D', 'C', 'B' & 'A' class as applicable. 5. Period of completion : As mentioned in Col. 4 of TCN Annexure. 6. other details.	[358, 1337, 694, 1356]
oxygen-body-col2: ଜିଲ୍ଲାର ତରଳ ମେଡିକାଲ ଅକ୍ସିଜେନ (ଏଲ୍‌ଏମ୍‌ଓ) ଯୋଗାଣରେ ପୂର୍ବତଟ ରେଳପଥ ଗୁରୁତ୍ୱପୂର୍ଣ୍ଣ ଭୂମିକା ନିର୍ବାହ କରୁଛି। ଅକ୍ସିଜେନ ଏକ୍ସପ୍ରେସ ଜରିଆରେ ଏପର୍ଯ୍ୟନ୍ତ ୨୦୧୩ ଟନ୍ ଅକ୍ସିଜେନ ବିଭିନ୍ନ ରାଜ୍ୟକୁ ପରିବହନ କରାଯାଇଛି। ଅଙ୍ଗୁଳ, କଳିଙ୍ଗନଗର ଓ ରାଉରକେଲାରୁ ଟ୍ୟାଙ୍କର ଲୋଡ କରି ଦିଲ୍ଲୀ, ହରିୟାଣା, ତେଲଙ୍ଗାନା, ଆନ୍ଧ୍ରପ୍ରଦେଶ ଓ ମହାରାଷ୍ଟ୍ରକୁ ପଠାଯାଇଛି। ଗ୍ରୀନ କରିଡର ଜରିଆରେ ଦ୍ରୁତ ଗତିରେ ଏହି ଟ୍ରେନ୍‌ଗୁଡ଼ିକ ଚଳାଯାଉଛି। ଏହା ଫଳରେ ବହୁ ରୋଗୀଙ୍କ ଜୀବନ ରକ୍ଷା ସମ୍ଭବ ହୋଇପାରିଛି ବୋଲି ରେଳ କର୍ତ୍ତୃପକ୍ଷ କହିଛନ୍ତି। ଚଳିତ ସପ୍ତାହରେ ଆହୁରି ଅଧିକ ଅକ୍ସିଜେନ ଏକ୍ସପ୍ରେସ ଚଳାଯିବ ବୋଲି ସୂଚନା ମିଳିଛି।	[682, 773, 812, 862]
list-item	[711, 1273, 932, 1280]
footer-dots-3	[700, 1482, 771, 1501]
oxygen-photo	[682, 700, 812, 770]
row-value: 09.06.2021 at 11.30 A.M.	[825, 1301, 891, 1308]
accused-portrait	[140, 954, 268, 1070]
train-dateline: ଭୁବନେଶ୍ୱର, ୧୮।୫(ବ୍ୟୁରୋ)	[690, 127, 758, 134]
masthead-separator	[884, 14, 888, 54]
row-value: : Dt.26.05.2021 to 08.06.2021	[817, 1009, 894, 1016]
shiksha-outro: 7. The bidders have to participate in ONLINE bidding only. Further details can be seen from the State Govt. Portal website http://tendersodisha.gov.in Any Corrigendum/Addendum will be displayed in the website http://tendersodisha.gov.in.	[711, 1308, 925, 1328]
classified-line2: will be listed free in Dharitri online edition :	[760, 1439, 883, 1446]
rural-td: Executive Engineer, Rural Works Division, Gunupur	[359, 1381, 439, 1396]
gray-swatch	[855, 1487, 871, 1497]
footer-swatches-right	[830, 1482, 875, 1501]
rural-td: 19.05.2021 at 11.00 A.M.	[541, 1381, 589, 1396]
main-headline: ‘ରାଜ୍ୟରେ ସ୍ଥିତି ନିୟନ୍ତ୍ରଣାଧୀନ’	[140, 83, 614, 130]
magenta-dot	[719, 1487, 729, 1497]
ad-rural	[352, 1282, 700, 1472]
works-bid-id: Bid Identification No. E.E.-03/2021-22	[760, 964, 883, 972]
row-label: 7. Name & address of the Officer Inviting Bid	[711, 1044, 816, 1058]
racket-body-col3: ଲକ୍‌ଡାଉନ ଓ ସଟଡାଉନ ସମୟରେ ଜରୁରୀ ସେବାରେ ନିୟୋଜିତ କର୍ମଚାରୀଙ୍କ ଯାତାୟାତ ପାଇଁ ଅନୁମତି ରହିଛି। ଏହାର ଫାଇଦା ଉଠାଇ ଏକ ଦଲାଲ ଚକ୍ର ନକଲି ଆଇଡି କାର୍ଡ ପ୍ରସ୍ତୁତ କରି ବିକ୍ରି କରୁଥିବା ଘଟଣା ସାମ୍ନାକୁ ଆସିଛି। ପୋଲିସ ଗୋପନ ସୂଚନା ଆଧାରରେ ଚଢ଼ାଉ କରି ଅଭିଯୁକ୍ତଙ୍କୁ ଗିରଫ କରିଛି। ତାଙ୍କ ପାଖରୁ ବହୁ ସଂଖ୍ୟକ ନକଲି ଆଇଡି କାର୍ଡ, କମ୍ପ୍ୟୁଟର, ଷ୍ଟାମ୍ପ ଓ ପ୍ରିଣ୍ଟର ଜବତ କରାଯାଇଛି। ଗୋଟିଏ କାର୍ଡ ପାଇଁ ସେ ଏକ ହଜାର ଟଙ୍କା ଆଦାୟ କରୁଥିଲେ। ଏହି ଚକ୍ରରେ ଆଉ କିଏ ସମ୍ପୃକ୍ତ ଅଛନ୍ତି ସେ ନେଇ ପୋଲିସ ତଦନ୍ତ ଜାରି ରଖିଛି। ଏଭଳି ନକଲି କାର୍ଡ ବ୍ୟବହାର କରୁଥିବା ଲୋକଙ୍କ ବିରୋଧରେ ମଧ୍ୟ କାର୍ଯ୍ୟାନୁଷ୍ଠାନ ନିଆଯିବ ବୋଲି ପୋଲିସ କମିଶନରେଟ ପକ୍ଷରୁ ସୂଚନା ଦିଆଯାଇଛି।	[276, 1083, 506, 1139]
shiksha-addr: SHIKSHASADAN, KORAPUT - 764020	[768, 1194, 875, 1200]
racket-points	[9, 971, 133, 1025]
cyan-dot	[420, 1487, 430, 1497]
masthead-dateline: ବୁଧବାର, ୧୯ ମେ, ୨୦୨୧	[128, 40, 229, 53]
rural-code: OIPR-25170/11/0001/2122	[358, 1420, 418, 1427]
page-number-top: ୭	[898, 6, 919, 46]
list-item	[711, 1010, 932, 1024]
list-item	[711, 1038, 932, 1045]
shiksha-ph: Ph.: (06852) 252421 (Off.), E-mail: dpokoraputssa.opepa@nic.in	[750, 1200, 893, 1206]
row-label: 6. Date of Opening of Bid	[711, 1037, 777, 1044]
yellow-dot	[458, 1487, 468, 1497]
oxygen-headline: ପୂର୍ବତଟ ରେଳପଥର ୨୦୧୩ ଟନ୍ ଅକ୍ସିଜେନ ପରିବହନ	[548, 654, 994, 680]
row-value: : Executive Engineer, Mayurbhanj (R&B) Division, Baripada	[817, 1044, 921, 1058]
ad-shiksha	[704, 1160, 939, 1424]
list-item	[711, 1266, 932, 1273]
row-value: : 09 (Nine) number of works	[817, 974, 889, 981]
gray-swatch	[85, 1487, 101, 1497]
masthead-logo-sub: DHARITRI	[50, 44, 83, 51]
tourism-ref: No. 4553/TCT-COOD-SCH-0011-2021, Bhubaneswar, Date 28.05.2021	[526, 965, 686, 971]
racket-point: ଗୋଟିଏ କାର୍ଡକୁ ମାଗୁଥିଲେ ୧ ହଜାର ଟଙ୍କାରେ ବିକ୍ରି କରୁଥିଲେ	[12, 1001, 119, 1021]
tourism-dept: Government of Odisha Department of Tourism	[545, 936, 667, 961]
rural-notes: 7. The amount put to tender is exclusive of 12% GST. The intending bidder should offer their rates which shall be exclusive of GST applicable as per norms. GST as applicable on works contract shall be paid over the bill amount at the time of payment of bill. Other details can be seen in the bidding documents, which is available in website www.tendersorissa.gov.in. Any subsequent addendum or corrigendum will be displayed in the above website.	[358, 1397, 688, 1420]
works-govt: Government of Odisha "e" Procurement Notice	[743, 957, 900, 965]
works-code: OIPR-34060/11/0001/2122	[872, 1090, 932, 1097]
racket-headline: ଧରାପଡ଼ିଲା ନକଲି ଆଇଡି କାର୍ଡ ର୍ୟାକେଟ	[6, 897, 420, 930]
rural-table	[358, 1356, 694, 1396]
rural-th: Date & time of tender opening	[638, 1357, 693, 1381]
rural-notice: 'e' Procurement Notice for Repair/ Maintenance of Roads in Odisha (Tender eerwgnp-Online-01/2021-22)	[430, 1323, 622, 1337]
magenta-dot	[169, 1487, 179, 1497]
tourism-logo: ODISHA	[570, 905, 641, 925]
list-item	[711, 1280, 932, 1287]
row-label: 2. No. of Works	[711, 1266, 751, 1273]
ad-works	[704, 900, 939, 1152]
rural-th: Procurement Officer	[359, 1357, 439, 1381]
row-label: 5. Date & time of availability in website & receipt of Bids	[711, 1287, 816, 1301]
list-item	[711, 975, 932, 982]
row-label: 3. Cost of Tender Paper	[711, 1273, 773, 1280]
fake-id-cards-image	[272, 954, 508, 1070]
racket-cards-photo	[272, 954, 508, 1070]
black-dot	[477, 1487, 487, 1497]
shiksha-logo: ଶିକ୍ଷା ଅଭିଯାନ	[805, 1165, 838, 1171]
classified-line1: Your classified advertisement published in Dharitri	[749, 1432, 894, 1439]
row-value: 14 (Fourteen) Nos.	[825, 1266, 875, 1273]
police-checkpoint-image	[140, 656, 540, 874]
